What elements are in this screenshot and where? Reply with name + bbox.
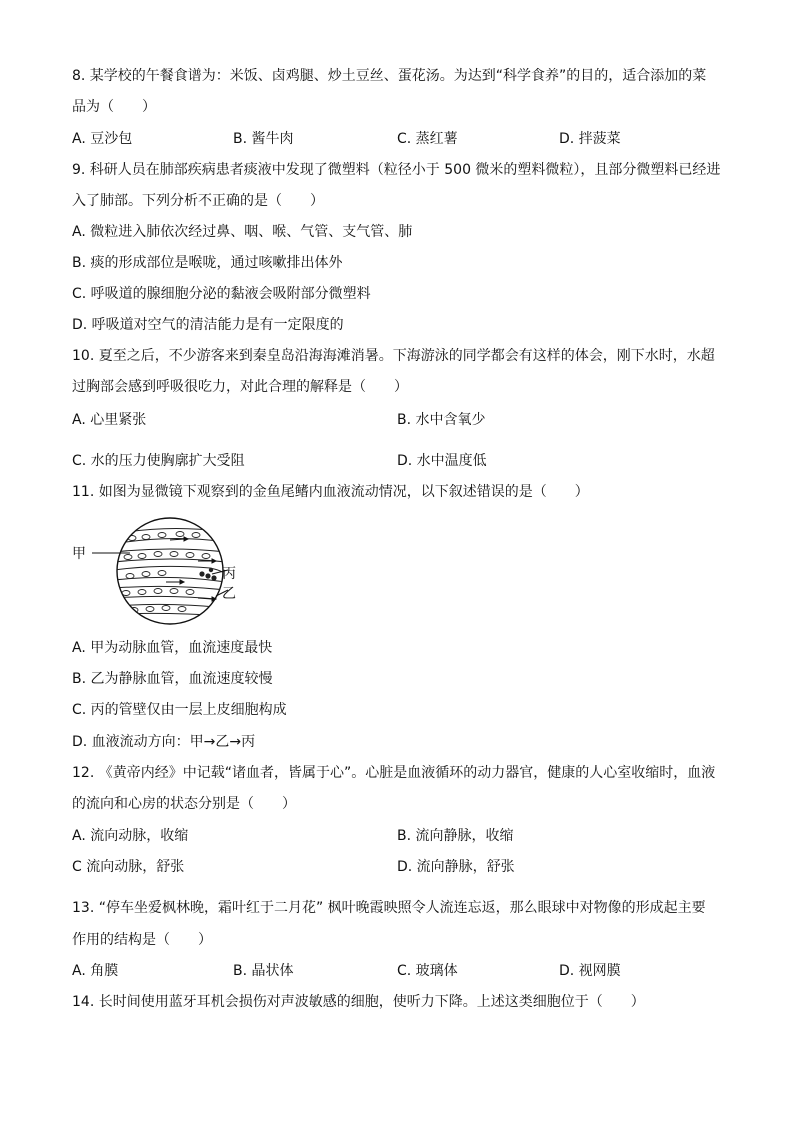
- q9-option-a: A. 微粒进入肺依次经过鼻、咽、喉、气管、支气管、肺: [72, 224, 413, 240]
- q10-stem-line2: 过胸部会感到呼吸很吃力，对此合理的解释是（ ）: [72, 379, 408, 395]
- q8-stem-line1: 8. 某学校的午餐食谱为：米饭、卤鸡腿、炒土豆丝、蛋花汤。为达到“科学食养”的目的，适合添加的菜: [72, 68, 707, 84]
- label-yi: 乙: [222, 586, 236, 602]
- label-bing: 丙: [222, 566, 236, 582]
- q11-option-a: A. 甲为动脉血管，血流速度最快: [72, 640, 273, 656]
- q8-option-b: B. 酱牛肉: [233, 131, 294, 147]
- microscope-figure: [70, 516, 250, 626]
- q12-option-c: C 流向动脉，舒张: [72, 859, 185, 875]
- q13-option-c: C. 玻璃体: [397, 963, 458, 979]
- label-jia: 甲: [72, 546, 86, 562]
- q10-option-d: D. 水中温度低: [397, 453, 487, 469]
- q11-option-d: D. 血液流动方向：甲→乙→丙: [72, 734, 256, 750]
- q8-option-a: A. 豆沙包: [72, 131, 133, 147]
- q9-option-d: D. 呼吸道对空气的清洁能力是有一定限度的: [72, 317, 344, 333]
- q10-option-c: C. 水的压力使胸廓扩大受阻: [72, 453, 245, 469]
- q14-stem-line1: 14. 长时间使用蓝牙耳机会损伤对声波敏感的细胞，使听力下降。上述这类细胞位于（ ）: [72, 994, 645, 1010]
- q8-stem-line2: 品为（ ）: [72, 99, 156, 115]
- q11-stem-line1: 11. 如图为显微镜下观察到的金鱼尾鳍内血液流动情况，以下叙述错误的是（ ）: [72, 484, 589, 500]
- q12-option-a: A. 流向动脉，收缩: [72, 828, 189, 844]
- q9-option-c: C. 呼吸道的腺细胞分泌的黏液会吸附部分微塑料: [72, 286, 371, 302]
- q8-option-c: C. 蒸红薯: [397, 131, 458, 147]
- q12-option-d: D. 流向静脉，舒张: [397, 859, 515, 875]
- q12-stem-line1: 12. 《黄帝内经》中记载“诸血者，皆属于心”。心脏是血液循环的动力器官，健康的人心室收缩时，血液: [72, 765, 716, 781]
- q10-option-a: A. 心里紧张: [72, 412, 147, 428]
- q8-option-d: D. 拌菠菜: [559, 131, 621, 147]
- q13-stem-line2: 作用的结构是（ ）: [72, 932, 212, 948]
- q10-option-b: B. 水中含氧少: [397, 412, 486, 428]
- q9-option-b: B. 痰的形成部位是喉咙，通过咳嗽排出体外: [72, 255, 343, 271]
- q11-option-c: C. 丙的管壁仅由一层上皮细胞构成: [72, 702, 287, 718]
- q11-option-b: B. 乙为静脉血管，血流速度较慢: [72, 671, 273, 687]
- q12-option-b: B. 流向静脉，收缩: [397, 828, 514, 844]
- q9-stem-line2: 入了肺部。下列分析不正确的是（ ）: [72, 193, 324, 209]
- q10-stem-line1: 10. 夏至之后，不少游客来到秦皇岛沿海海滩消暑。下海游泳的同学都会有这样的体会，刚下水时，水超: [72, 348, 715, 364]
- q9-stem-line1: 9. 科研人员在肺部疾病患者痰液中发现了微塑料（粒径小于 500 微米的塑料微粒），且部分微塑料已经进: [72, 162, 721, 178]
- q12-stem-line2: 的流向和心房的状态分别是（ ）: [72, 796, 296, 812]
- q13-option-a: A. 角膜: [72, 963, 119, 979]
- q13-option-d: D. 视网膜: [559, 963, 621, 979]
- q13-option-b: B. 晶状体: [233, 963, 294, 979]
- q13-stem-line1: 13. “停车坐爱枫林晚，霜叶红于二月花” 枫叶晚霞映照令人流连忘返，那么眼球中对物像的形成起主要: [72, 900, 706, 916]
